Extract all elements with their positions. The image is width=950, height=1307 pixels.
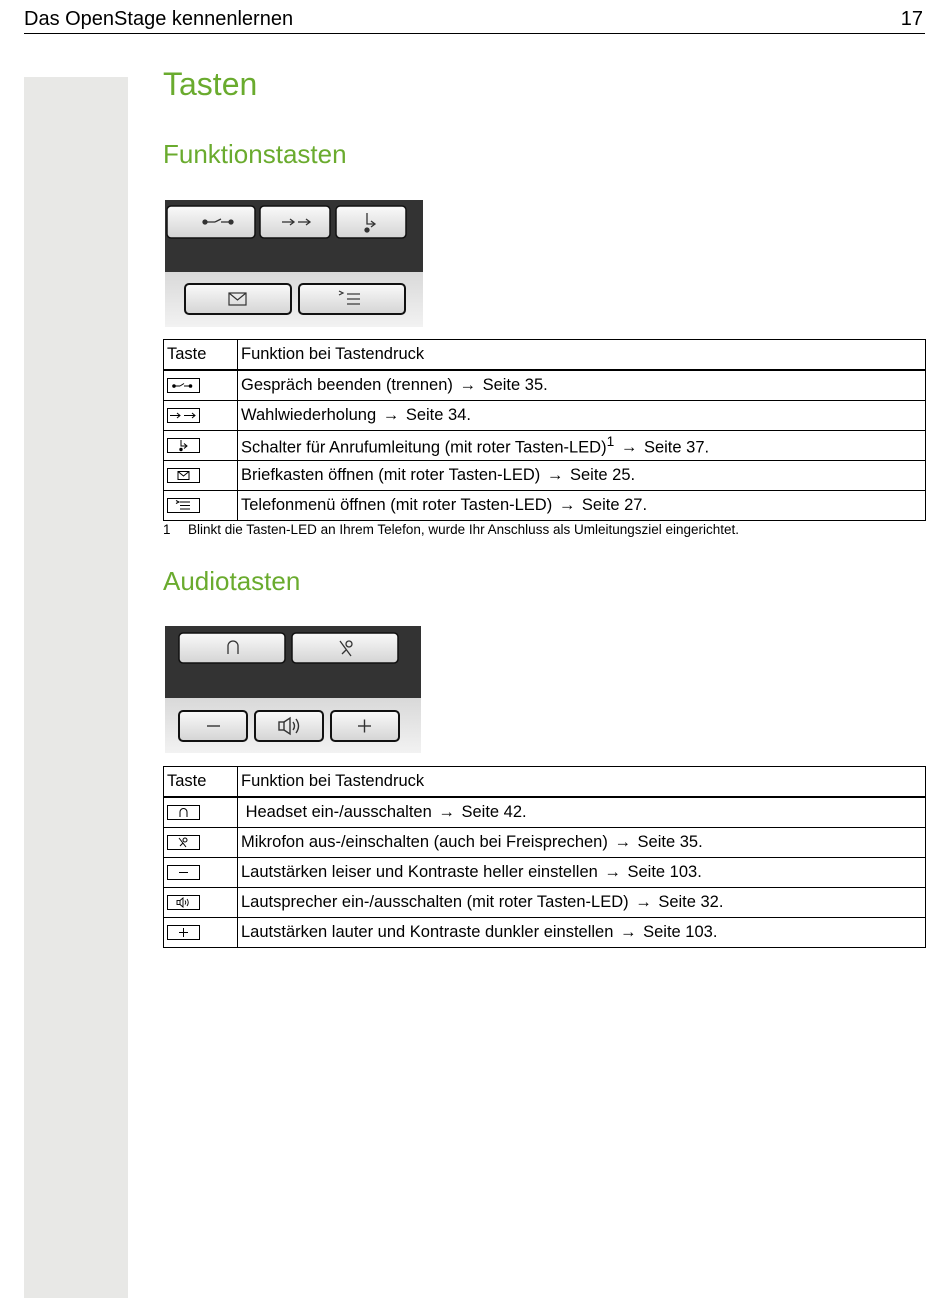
column-header-function: Funktion bei Tastendruck bbox=[238, 767, 926, 798]
microphone-mute-icon bbox=[167, 835, 200, 850]
section-title: Tasten bbox=[163, 66, 258, 102]
arrow: → bbox=[620, 923, 637, 941]
page-ref: Seite 35. bbox=[482, 376, 548, 394]
arrow: → bbox=[614, 833, 631, 851]
page-header bbox=[24, 6, 925, 34]
plus-icon bbox=[167, 925, 200, 940]
function-keys-table bbox=[163, 339, 926, 521]
column-header-key: Taste bbox=[164, 767, 238, 798]
header-title: Das OpenStage kennenlernen bbox=[24, 8, 294, 30]
page-ref: Seite 42. bbox=[461, 803, 527, 821]
arrow: → bbox=[604, 863, 621, 881]
table-header-row bbox=[164, 767, 926, 798]
page-ref: Seite 103. bbox=[627, 863, 702, 881]
page-ref: Seite 37. bbox=[643, 438, 710, 457]
audio-keys-table bbox=[163, 766, 926, 948]
arrow: → bbox=[620, 438, 638, 457]
speaker-icon bbox=[167, 895, 200, 910]
arrow: → bbox=[438, 803, 455, 821]
arrow: → bbox=[459, 376, 476, 394]
phone-menu-icon bbox=[167, 498, 200, 513]
audio-keys-photo bbox=[165, 626, 421, 753]
arrow: → bbox=[558, 496, 576, 514]
table-row bbox=[164, 888, 926, 918]
table-row bbox=[164, 370, 926, 401]
footnote-text: Blinkt die Tasten-LED an Ihrem Telefon, wurde Ihr Anschluss als Umleitungsziel eingerichtet. bbox=[188, 522, 740, 537]
arrow: → bbox=[635, 893, 652, 911]
page-number: 17 bbox=[900, 8, 923, 30]
row-text: Briefkasten öffnen (mit roter Tasten-LED) bbox=[241, 466, 541, 484]
row-text: Lautstärken lauter und Kontraste dunkler einstellen bbox=[241, 923, 614, 941]
function-keys-heading: Funktionstasten bbox=[163, 139, 347, 169]
table-row bbox=[164, 918, 926, 948]
minus-icon bbox=[167, 865, 200, 880]
page-ref: Seite 32. bbox=[658, 893, 724, 911]
table-header-row bbox=[164, 340, 926, 371]
row-text: Lautsprecher ein-/ausschalten (mit roter Tasten-LED) bbox=[241, 893, 629, 911]
column-header-function: Funktion bei Tastendruck bbox=[238, 340, 926, 371]
page-ref: Seite 27. bbox=[581, 496, 648, 514]
page-ref: Seite 35. bbox=[637, 833, 703, 851]
audio-keys-heading: Audiotasten bbox=[163, 566, 301, 596]
headset-icon bbox=[167, 805, 200, 820]
table-row bbox=[164, 431, 926, 461]
page-ref: Seite 103. bbox=[643, 923, 718, 941]
table-row bbox=[164, 797, 926, 828]
row-text: Telefonmenü öffnen (mit roter Tasten-LED) bbox=[241, 496, 553, 514]
page-ref: Seite 34. bbox=[405, 406, 471, 424]
row-text: Wahlwiederholung bbox=[241, 406, 377, 424]
arrow: → bbox=[382, 406, 400, 424]
row-text: Schalter für Anrufumleitung (mit roter Tasten-LED) bbox=[241, 438, 607, 457]
call-forwarding-icon bbox=[167, 438, 200, 453]
table-row bbox=[164, 461, 926, 491]
arrow: → bbox=[546, 466, 564, 484]
function-keys-photo bbox=[165, 200, 423, 327]
hang-up-icon bbox=[167, 378, 200, 393]
footnote-marker: 1 bbox=[606, 433, 615, 449]
redial-icon bbox=[167, 408, 200, 423]
row-text: Gespräch beenden (trennen) bbox=[241, 376, 453, 394]
table-row bbox=[164, 401, 926, 431]
page-ref: Seite 25. bbox=[569, 466, 636, 484]
table-row bbox=[164, 491, 926, 521]
table-row bbox=[164, 858, 926, 888]
column-header-key: Taste bbox=[164, 340, 238, 371]
row-text: Mikrofon aus-/einschalten (auch bei Freisprechen) bbox=[241, 833, 608, 851]
mailbox-icon bbox=[167, 468, 200, 483]
row-text: Headset ein-/ausschalten bbox=[241, 803, 432, 821]
row-text: Lautstärken leiser und Kontraste heller einstellen bbox=[241, 863, 598, 881]
sidebar-margin bbox=[24, 77, 128, 1298]
footnote bbox=[163, 522, 739, 537]
table-row bbox=[164, 828, 926, 858]
footnote-number: 1 bbox=[163, 522, 171, 537]
